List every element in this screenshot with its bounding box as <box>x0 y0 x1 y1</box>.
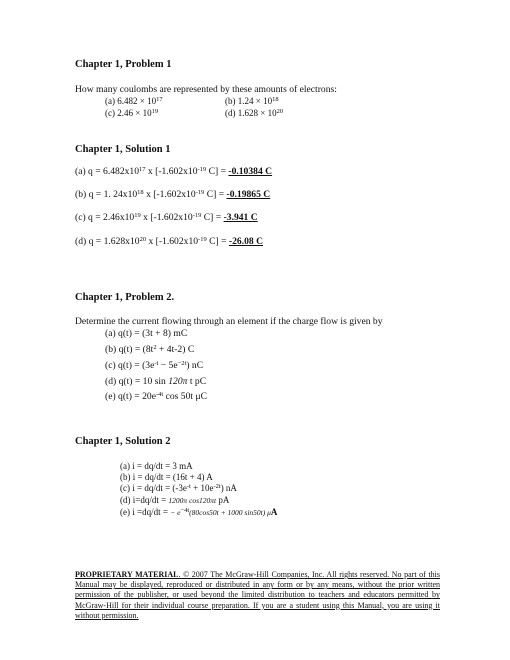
solution-1-answer-b: -0.19865 C <box>226 189 271 200</box>
problem-1-item-a: (a) $6.482 \times 10^{17}$ <box>105 96 163 106</box>
solution-1-answer-a: -0.10384 C <box>228 166 273 177</box>
problem-1-item-d: (d) $1.628 \times 10^{20}$ <box>225 108 284 118</box>
solution-1-answer-c: -3.941 C <box>223 212 258 223</box>
solution-1-line-b: (b) q = 1. $24x10^{18}$ x [$-1.602x10^{-19}$ C] = -0.19865 C <box>75 189 271 200</box>
solution-2-line-b: (b) i = dq/dt = (16t + 4) A <box>120 472 213 482</box>
problem-2-item-d: (d) q(t) = 10 sin 120π t pC <box>105 376 207 387</box>
problem-2-item-c: (c) $q(t) = (3e^{-t} - 5e^{-2t})$ nC <box>105 360 204 371</box>
solution-1-answer-d: -26.08 C <box>228 236 264 247</box>
problem-1-item-c: (c) $2.46 \times 10^{19}$ <box>105 108 159 118</box>
problem-2-question: Determine the current flowing through an element if the charge flow is given by <box>75 316 383 327</box>
problem-1-item-b: (b) $1.24 \times 10^{18}$ <box>225 96 279 106</box>
problem-2-item-e: (e) $q(t) = 20e^{-4t}$ cos 50t μC <box>105 391 207 402</box>
solution-2-line-d: (d) i=dq/dt = 1200π cos120πt pA <box>120 495 230 505</box>
problem-1-question: How many coulombs are represented by these amounts of electrons: <box>75 84 337 95</box>
solution-2-line-a: (a) i = dq/dt = 3 mA <box>120 461 193 471</box>
problem-2-item-b: (b) $q(t) = (8t^2 + 4t-2)$ C <box>105 344 195 355</box>
problem-2-heading: Chapter 1, Problem 2. <box>75 292 175 303</box>
solution-1-line-c: (c) $q = 2.46x10^{19}$ x [$-1.602x10^{-19}$ C] = -3.941 C <box>75 212 258 223</box>
problem-1-heading: Chapter 1, Problem 1 <box>75 59 172 70</box>
solution-2-line-c: (c) $i = dq/dt = (-3e^{-t} + 10e^{-2t})$ nA <box>120 483 237 493</box>
problem-2-item-a: (a) q(t) = (3t + 8) mC <box>105 328 188 339</box>
solution-1-line-d: (d) $q = 1.628x10^{20}$ x [$-1.602x10^{-19}$ C] = -26.08 C <box>75 236 264 247</box>
solution-1-heading: Chapter 1, Solution 1 <box>75 144 171 155</box>
proprietary-notice: PROPRIETARY MATERIAL. © 2007 The McGraw-Hill Companies, Inc. All rights reserved. No part of this Manual may be displayed, reproduced or distributed in any form or by any means, without the prior written permission of the publisher, or used beyond the limited distribution to teachers and educators permitted by McGraw-Hill for their individual course preparation. If you are a student using this Manual, you are using it without permission. <box>75 570 440 620</box>
solution-2-heading: Chapter 1, Solution 2 <box>75 436 171 447</box>
solution-1-line-a: (a) $q = 6.482x10^{17}$ x [$-1.602x10^{-19}$ C] = -0.10384 C <box>75 166 273 177</box>
solution-2-line-e: (e) i =dq/dt = − $e^{-4t}(80\cos 50t + 1000$ sin50t) μA <box>120 507 278 517</box>
